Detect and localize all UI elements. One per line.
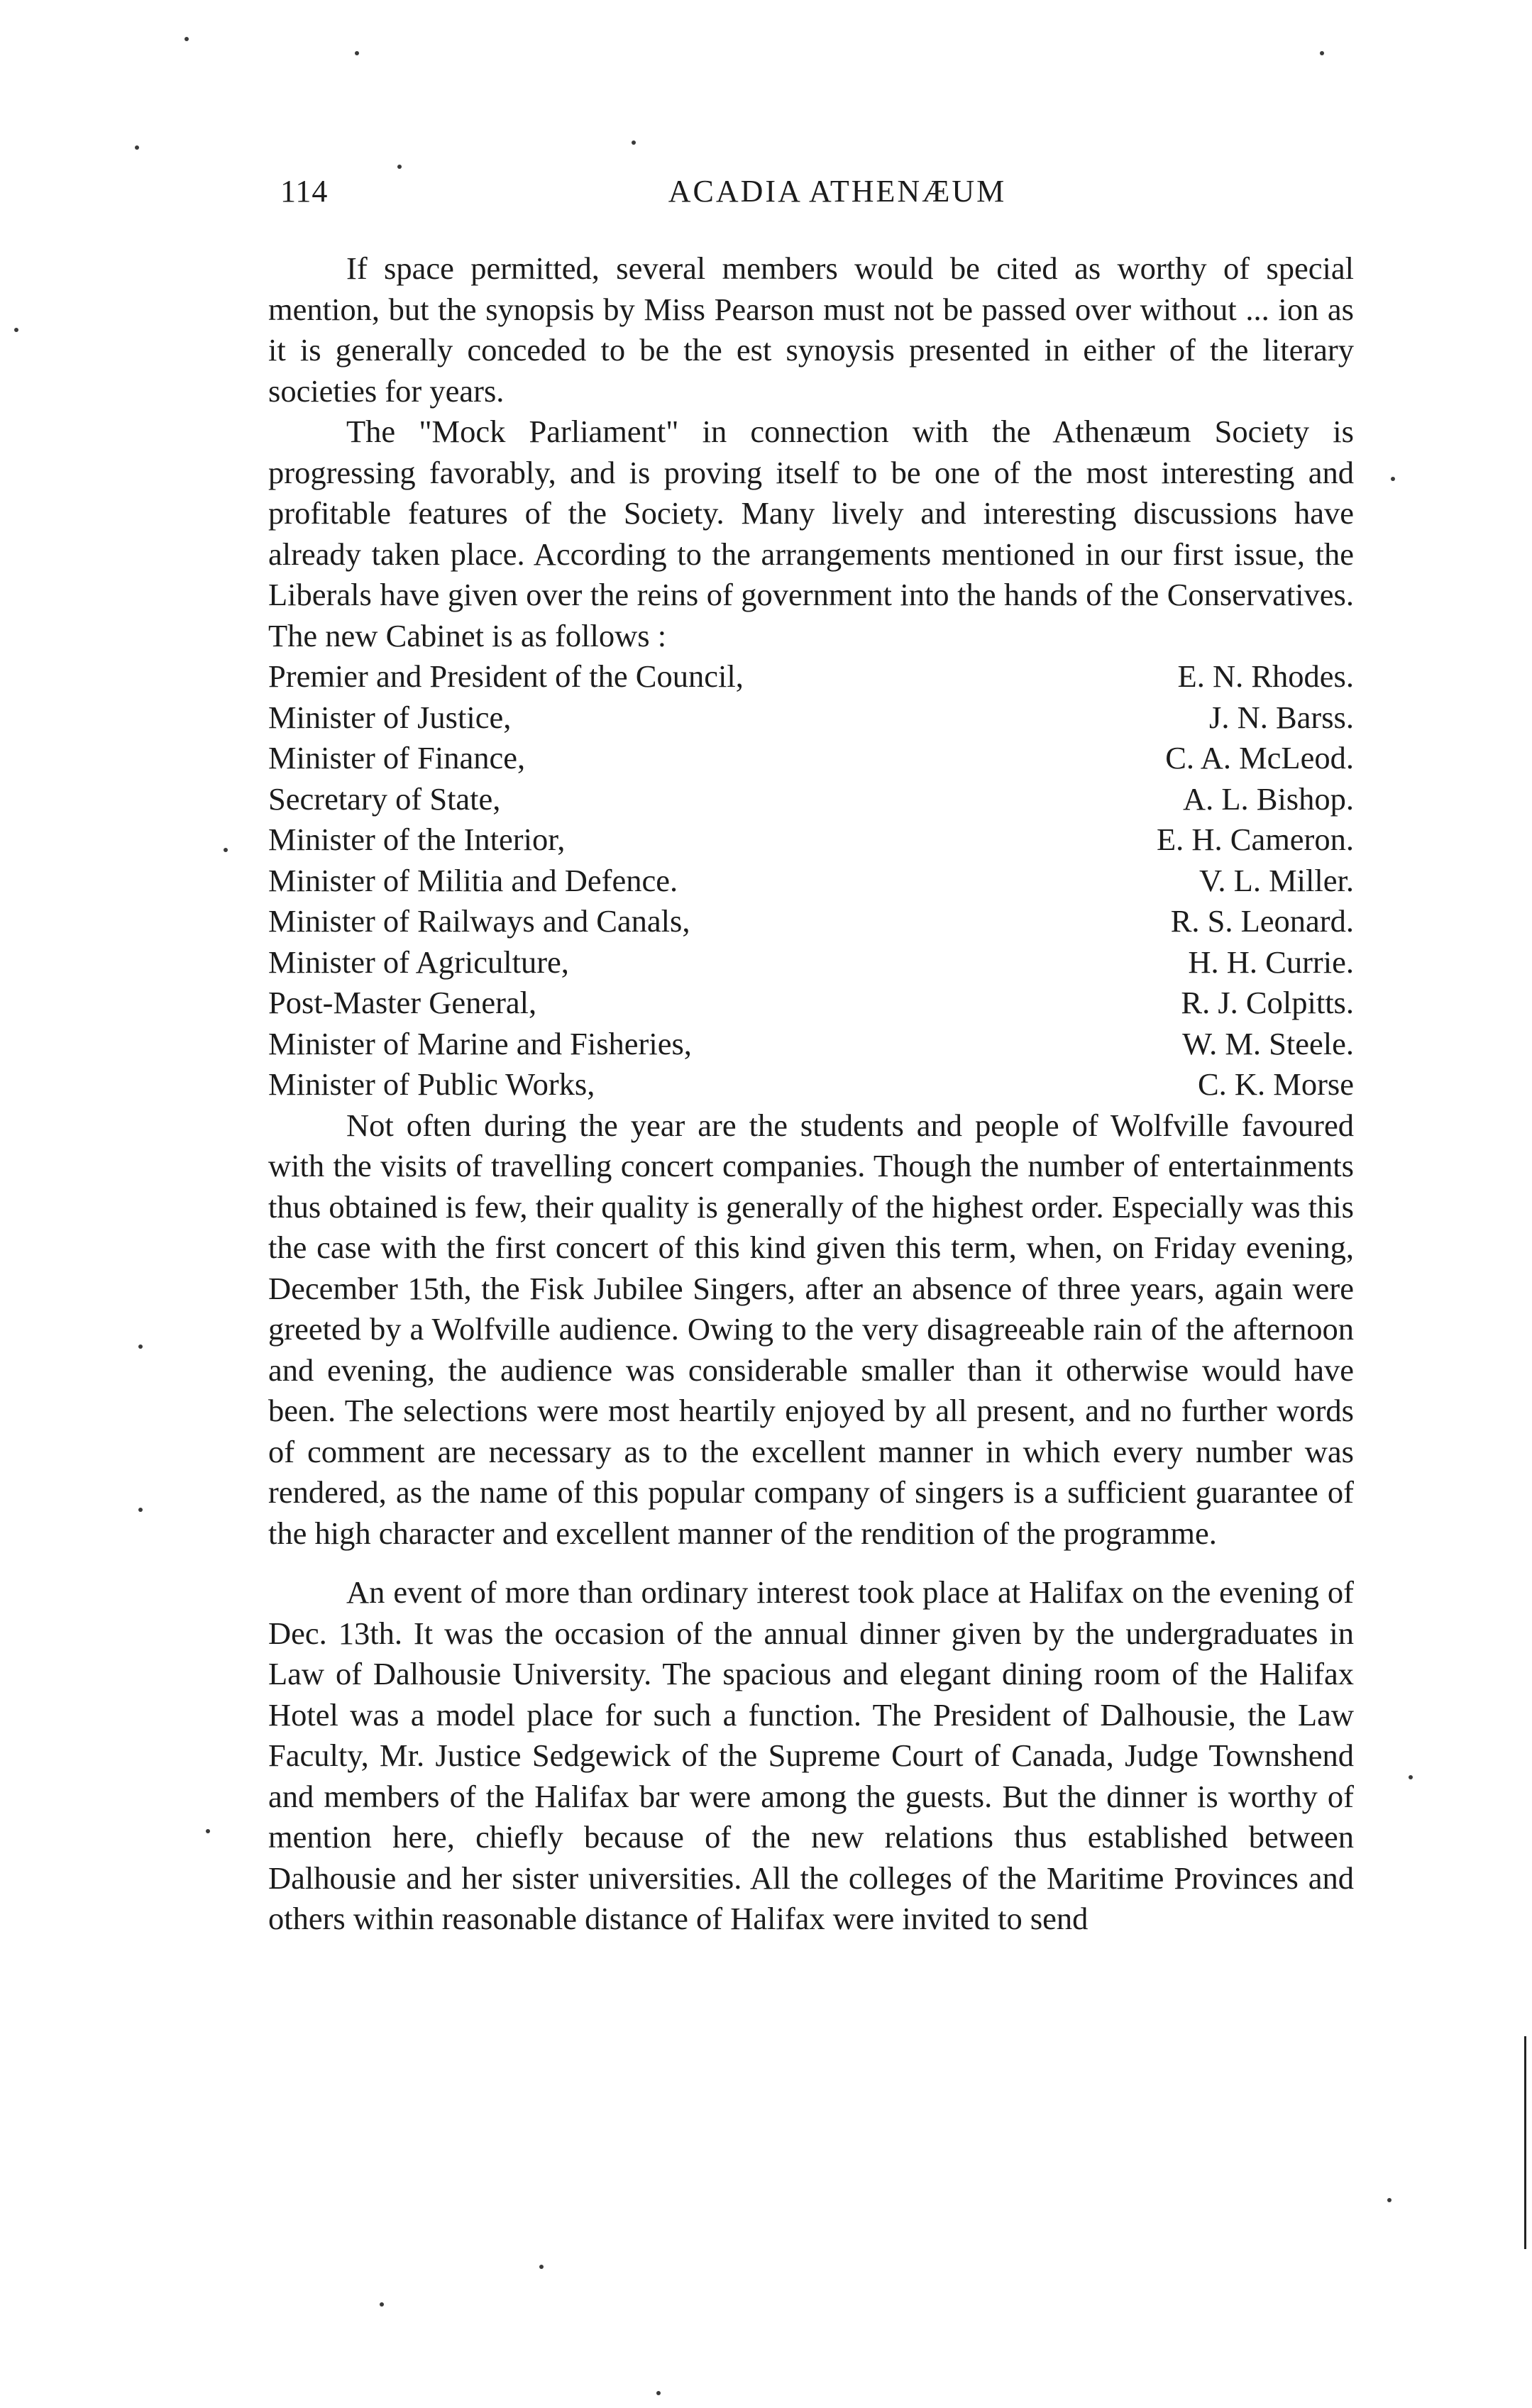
cabinet-office: Minister of Railways and Canals, — [268, 903, 690, 939]
cabinet-list — [268, 656, 1354, 1105]
cabinet-holder: W. M. Steele. — [1182, 1025, 1354, 1061]
page-number: 114 — [280, 174, 329, 209]
paragraph-mock-parliament: The "Mock Parliament" in connection with the Athenæum Society is progressing favorably, and is proving itself to be one of the most interesting and profitable features of the Society. Many lively and interesting discussions have already taken place. According to the arrangements mentioned in our first issue, the Liberals have given over the reins of government into the hands of the Conservatives. The new Cabinet is as follows : — [268, 414, 1354, 653]
cabinet-row — [268, 942, 1354, 983]
article-body — [268, 248, 1354, 1940]
scan-speck — [135, 145, 139, 150]
cabinet-row — [268, 779, 1354, 820]
cabinet-holder: V. L. Miller. — [1199, 862, 1354, 898]
cabinet-office: Premier and President of the Council, — [268, 658, 744, 694]
cabinet-holder: A. L. Bishop. — [1182, 780, 1354, 817]
cabinet-row — [268, 697, 1354, 739]
page-edge-mark — [1524, 2036, 1526, 2249]
cabinet-row — [268, 656, 1354, 697]
cabinet-office: Post-Master General, — [268, 985, 537, 1020]
cabinet-holder: R. J. Colpitts. — [1181, 985, 1354, 1020]
paragraph-halifax-dinner: An event of more than ordinary interest took place at Halifax on the evening of Dec. 13th. It was the occasion of the annual dinner given by the undergraduates in Law of Dalhousie University. The spacious and elegant dining room of the Halifax Hotel was a model place for such a function. The President of Dalhousie, the Law Faculty, Mr. Justice Sedgewick of the Supreme Court of Canada, Judge Townshend and members of the Halifax bar were among the guests. But the dinner is worthy of mention here, chiefly because of the new relations thus established between Dalhousie and her sister universities. All the colleges of the Maritime Provinces and others within reasonable distance of Halifax were invited to send — [268, 1574, 1354, 1936]
cabinet-holder: R. S. Leonard. — [1170, 903, 1354, 939]
cabinet-holder: E. N. Rhodes. — [1177, 658, 1354, 694]
scan-speck — [1320, 51, 1324, 55]
scan-speck — [355, 51, 359, 55]
scan-speck — [224, 848, 228, 852]
running-head: ACADIA ATHENÆUM — [668, 174, 1007, 209]
scan-speck — [397, 165, 402, 169]
cabinet-row — [268, 861, 1354, 902]
scan-speck — [206, 1829, 210, 1833]
cabinet-office: Secretary of State, — [268, 780, 501, 817]
scan-speck — [656, 2391, 661, 2395]
cabinet-holder: J. N. Barss. — [1209, 699, 1354, 735]
scan-speck — [1387, 2198, 1392, 2202]
cabinet-holder: H. H. Currie. — [1188, 944, 1354, 980]
scan-speck — [632, 140, 636, 145]
paragraph-concert: Not often during the year are the students and people of Wolfville favoured with the visits of travelling concert companies. Though the number of entertainments thus obtained is few, their quality is generally of the highest order. Especially was this the case with the first concert of this kind given this term, when, on Friday evening, December 15th, the Fisk Jubilee Singers, after an absence of three years, again were greeted by a Wolfville audience. Owing to the very disagreeable rain of the afternoon and evening, the audience was considerable smaller than it otherwise would have been. The selections were most heartily enjoyed by all present, and no further words of comment are necessary as to the excellent manner in which every number was rendered, as the name of this popular company of singers is a sufficient guarantee of the high character and excellent manner of the rendition of the programme. — [268, 1107, 1354, 1551]
cabinet-row — [268, 983, 1354, 1024]
cabinet-office: Minister of Militia and Defence. — [268, 862, 678, 898]
cabinet-holder: C. K. Morse — [1197, 1066, 1354, 1102]
cabinet-office: Minister of Justice, — [268, 699, 512, 735]
cabinet-holder: E. H. Cameron. — [1156, 822, 1354, 857]
scan-speck — [184, 37, 189, 41]
scan-speck — [1391, 477, 1395, 481]
cabinet-office: Minister of Finance, — [268, 740, 526, 775]
cabinet-office: Minister of Public Works, — [268, 1066, 595, 1102]
page-header — [280, 173, 1352, 223]
cabinet-row — [268, 901, 1354, 942]
cabinet-office: Minister of the Interior, — [268, 822, 566, 857]
scan-speck — [138, 1508, 143, 1512]
scan-speck — [1409, 1775, 1413, 1779]
cabinet-office: Minister of Agriculture, — [268, 944, 569, 980]
cabinet-row — [268, 1064, 1354, 1105]
paragraph-members-synopsis: If space permitted, several members would be cited as worthy of special mention, but the synopsis by Miss Pearson must not be passed over without ... ion as it is generally conceded to be the est synoysis presented in either of the literary societies for years. — [268, 250, 1354, 409]
scan-speck — [14, 328, 18, 332]
cabinet-holder: C. A. McLeod. — [1165, 740, 1354, 775]
cabinet-row — [268, 738, 1354, 779]
cabinet-row — [268, 1024, 1354, 1065]
cabinet-office: Minister of Marine and Fisheries, — [268, 1025, 692, 1061]
cabinet-row — [268, 819, 1354, 861]
scan-speck — [380, 2302, 384, 2307]
scan-speck — [539, 2265, 544, 2269]
scan-speck — [138, 1344, 143, 1349]
